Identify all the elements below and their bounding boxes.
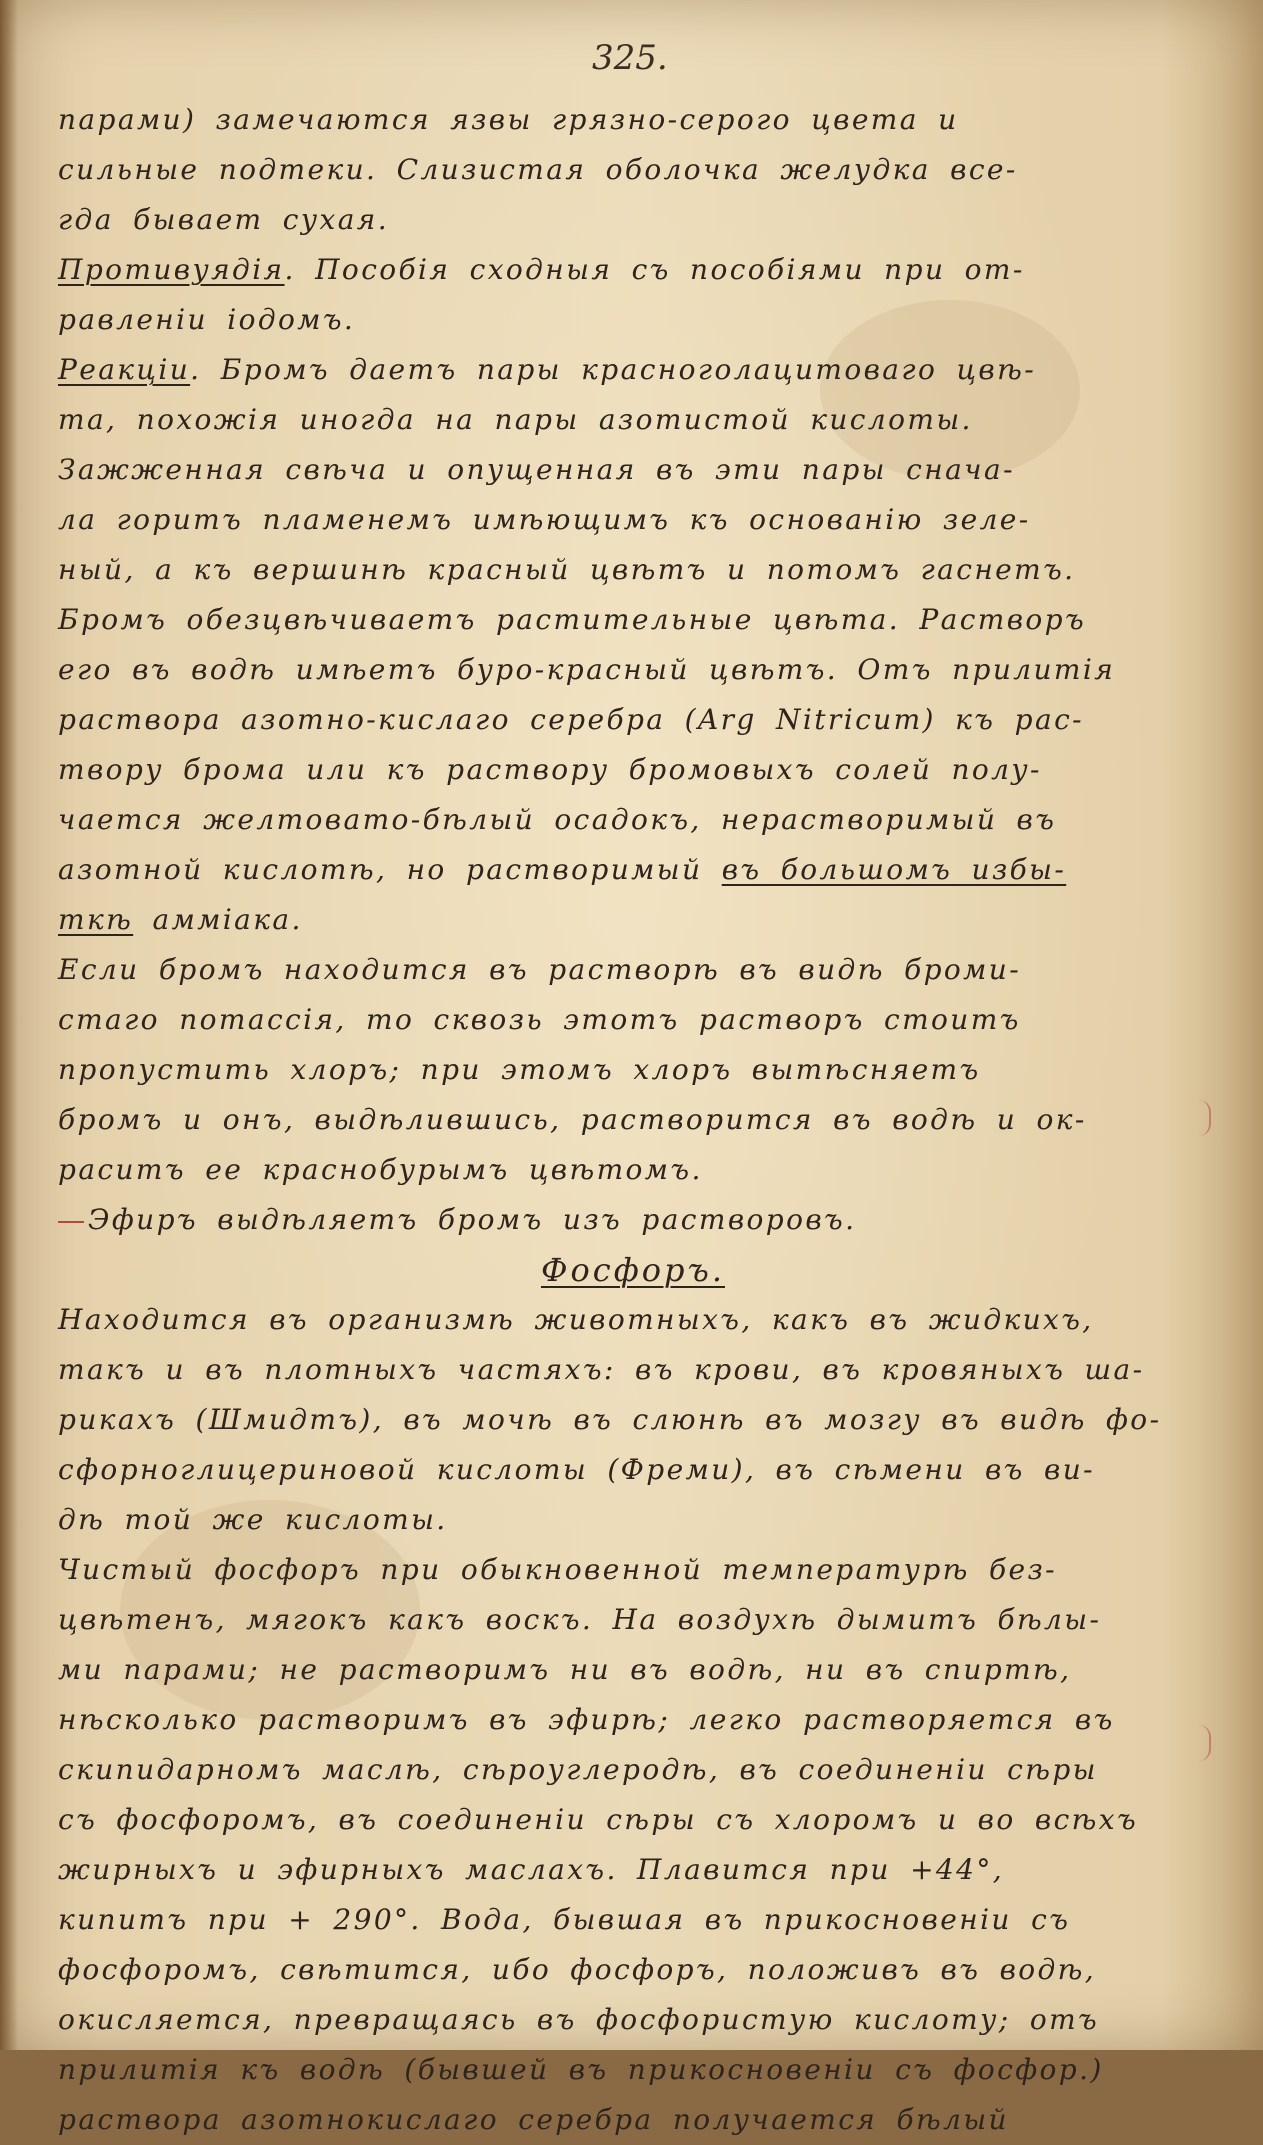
text-line — [58, 945, 1208, 995]
text-line — [58, 495, 1208, 545]
line-text: его въ водѣ имѣетъ буро-красный цвѣтъ. Отъ прилитія — [58, 653, 1116, 686]
text-line — [58, 1245, 1208, 1295]
section-title-phosphorus: Фосфоръ. — [540, 1251, 726, 1289]
text-line — [58, 745, 1208, 795]
line-text: рикахъ (Шмидтъ), въ мочѣ въ слюнѣ въ мозгу въ видѣ фо- — [58, 1403, 1162, 1436]
text-line — [58, 1995, 1208, 2045]
handwritten-text — [58, 95, 1208, 2145]
line-text: ла горитъ пламенемъ имѣющимъ къ основанію зеле- — [58, 503, 1031, 536]
text-line — [58, 1045, 1208, 1095]
line-text: аммiака. — [133, 903, 303, 936]
text-line — [58, 1145, 1208, 1195]
line-text: та, похожія иногда на пары азотистой кислоты. — [58, 403, 973, 436]
text-line — [58, 1395, 1208, 1445]
text-line — [58, 1845, 1208, 1895]
line-text: Зажженная свѣча и опущенная въ эти пары снача- — [58, 453, 1015, 486]
text-line — [58, 1795, 1208, 1845]
line-text: твору брома или къ раствору бромовыхъ солей полу- — [58, 753, 1042, 786]
text-line — [58, 445, 1208, 495]
text-line — [58, 1195, 1208, 1245]
line-text: раствора азотнокислаго серебра получается бѣлый — [58, 2103, 1009, 2136]
red-dash-mark — [58, 1221, 84, 1223]
line-text: сильные подтеки. Слизистая оболочка желудка все- — [58, 153, 1018, 186]
text-line — [58, 545, 1208, 595]
line-text: чается желтовато-бѣлый осадокъ, нерастворимый въ — [58, 803, 1057, 836]
text-line — [58, 1945, 1208, 1995]
text-line — [58, 295, 1208, 345]
line-text: равленіи іодомъ. — [58, 303, 356, 336]
line-text: съ фосфоромъ, въ соединеніи сѣры съ хлоромъ и во всѣхъ — [58, 1803, 1139, 1836]
line-text: скипидарномъ маслѣ, сѣроуглеродѣ, въ соединеніи сѣры — [58, 1753, 1098, 1786]
line-text: азотной кислотѣ, но растворимый — [58, 853, 722, 886]
underlined-phrase: въ большомъ избы- — [721, 853, 1067, 886]
line-text: Эфиръ выдѣляетъ бромъ изъ растворовъ. — [88, 1203, 857, 1236]
line-text: цвѣтенъ, мягокъ какъ воскъ. На воздухѣ дымитъ бѣлы- — [58, 1603, 1102, 1636]
line-text: ный, а къ вершинѣ красный цвѣтъ и потомъ гаснетъ. — [58, 553, 1076, 586]
text-line — [58, 645, 1208, 695]
text-line — [58, 1745, 1208, 1795]
line-text: парами) замечаются язвы грязно-серого цвета и — [58, 103, 959, 136]
line-text: пропустить хлоръ; при этомъ хлоръ вытѣсняетъ — [58, 1053, 981, 1086]
line-text: дѣ той же кислоты. — [58, 1503, 448, 1536]
text-line — [58, 2045, 1208, 2095]
text-line — [58, 1295, 1208, 1345]
line-text: . Бромъ даетъ пары красноголацитоваго цвѣ- — [190, 353, 1037, 386]
line-text: прилитія къ водѣ (бывшей въ прикосновеніи съ фосфор.) — [58, 2053, 1104, 2086]
line-text: кипитъ при + 290°. Вода, бывшая въ прикосновеніи съ — [58, 1903, 1071, 1936]
section-heading-antidotes: Противуядія — [58, 253, 285, 286]
line-text: Бромъ обезцвѣчиваетъ растительные цвѣта. Растворъ — [58, 603, 1087, 636]
text-line — [58, 145, 1208, 195]
text-line — [58, 1595, 1208, 1645]
text-line — [58, 195, 1208, 245]
text-line — [58, 1445, 1208, 1495]
line-text: такъ и въ плотныхъ частяхъ: въ крови, въ кровяныхъ ша- — [58, 1353, 1145, 1386]
text-line — [58, 395, 1208, 445]
line-text: жирныхъ и эфирныхъ маслахъ. Плавится при +44°, — [58, 1853, 1005, 1886]
line-text: Если бромъ находится въ растворѣ въ видѣ броми- — [58, 953, 1022, 986]
line-text: ми парами; не растворимъ ни въ водѣ, ни въ спиртѣ, — [58, 1653, 1072, 1686]
text-line — [58, 795, 1208, 845]
text-line — [58, 845, 1208, 895]
line-text: . Пособія сходныя съ пособіями при от- — [284, 253, 1025, 286]
text-line — [58, 345, 1208, 395]
line-text: Чистый фосфоръ при обыкновенной температурѣ без- — [58, 1553, 1058, 1586]
line-text: сфорноглицериновой кислоты (Фреми), въ сѣмени въ ви- — [58, 1453, 1096, 1486]
line-text: Находится въ организмѣ животныхъ, какъ въ жидкихъ, — [58, 1303, 1094, 1336]
line-text: нѣсколько растворимъ въ эфирѣ; легко растворяется въ — [58, 1703, 1115, 1736]
binding-gutter — [0, 0, 18, 2050]
text-line — [58, 1695, 1208, 1745]
text-line — [58, 1495, 1208, 1545]
text-line — [58, 245, 1208, 295]
text-line — [58, 995, 1208, 1045]
text-line — [58, 1545, 1208, 1595]
text-line — [58, 895, 1208, 945]
text-line — [58, 1645, 1208, 1695]
section-heading-reactions: Реакціи — [58, 353, 191, 386]
text-line — [58, 695, 1208, 745]
line-text: гда бывает сухая. — [58, 203, 390, 236]
line-text: раствора азотно-кислаго серебра (Arg Nitricum) къ рас- — [58, 703, 1085, 736]
underlined-phrase: ткѣ — [58, 903, 134, 936]
text-line — [58, 595, 1208, 645]
line-text: окисляется, превращаясь въ фосфористую кислоту; отъ — [58, 2003, 1100, 2036]
text-line — [58, 1895, 1208, 1945]
line-text: стаго потассія, то сквозь этотъ растворъ стоитъ — [58, 1003, 1021, 1036]
text-line — [58, 2095, 1208, 2145]
page-number: 325. — [592, 38, 668, 78]
line-text: фосфоромъ, свѣтится, ибо фосфоръ, положивъ въ водѣ, — [58, 1953, 1097, 1986]
text-line — [58, 1345, 1208, 1395]
text-line — [58, 95, 1208, 145]
line-text: раситъ ее краснобурымъ цвѣтомъ. — [58, 1153, 703, 1186]
line-text: бромъ и онъ, выдѣлившись, растворится въ водѣ и ок- — [58, 1103, 1087, 1136]
text-line — [58, 1095, 1208, 1145]
